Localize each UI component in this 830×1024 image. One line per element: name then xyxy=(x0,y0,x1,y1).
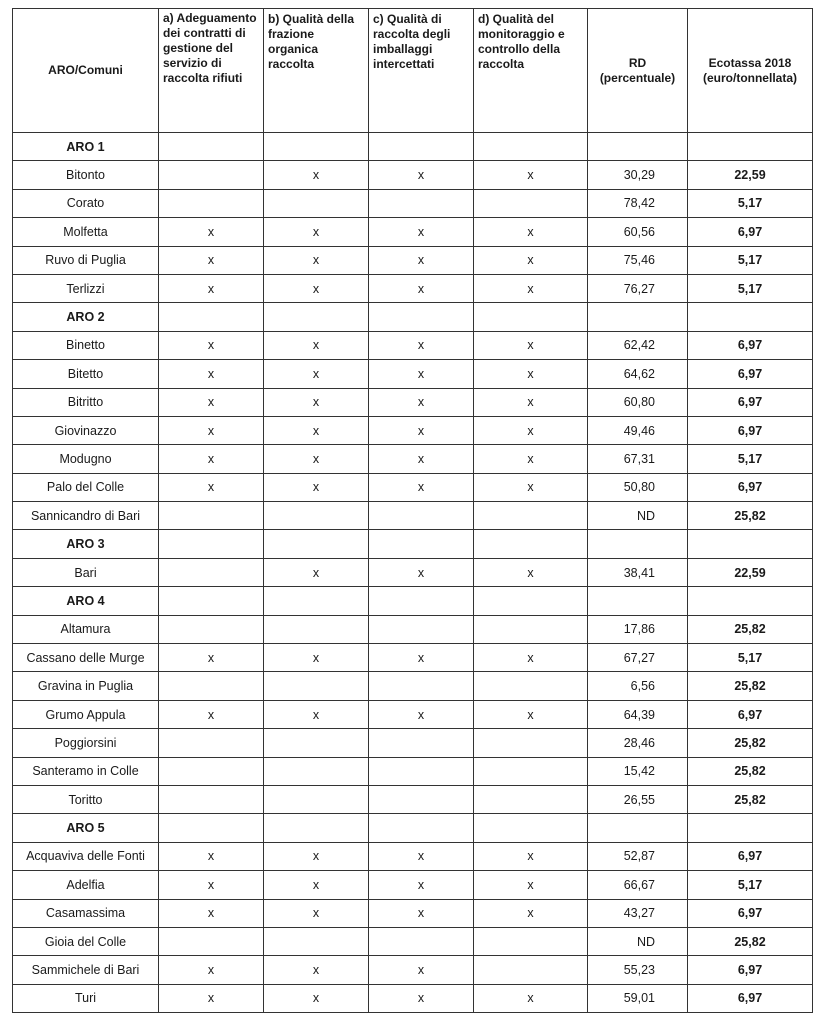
cell-contract-adjustment xyxy=(159,757,264,785)
cell-comune: Gioia del Colle xyxy=(13,927,159,955)
cell-rd-percent: 59,01 xyxy=(588,984,688,1012)
cell-ecotassa: 5,17 xyxy=(688,246,813,274)
cell-rd-percent: 60,56 xyxy=(588,218,688,246)
cell-ecotassa: 25,82 xyxy=(688,757,813,785)
cell-contract-adjustment xyxy=(159,814,264,842)
cell-organic-quality xyxy=(264,303,369,331)
header-row xyxy=(13,9,813,133)
cell-monitoring-quality: x xyxy=(474,416,588,444)
cell-rd-percent: 28,46 xyxy=(588,729,688,757)
cell-rd-percent: 64,62 xyxy=(588,360,688,388)
cell-organic-quality: x xyxy=(264,218,369,246)
cell-organic-quality xyxy=(264,133,369,161)
aro-group-row xyxy=(13,530,813,558)
cell-monitoring-quality xyxy=(474,672,588,700)
table-row xyxy=(13,473,813,501)
table-row xyxy=(13,956,813,984)
cell-packaging-quality: x xyxy=(369,218,474,246)
cell-contract-adjustment xyxy=(159,729,264,757)
cell-monitoring-quality xyxy=(474,189,588,217)
cell-packaging-quality: x xyxy=(369,473,474,501)
cell-comune: Acquaviva delle Fonti xyxy=(13,842,159,870)
table-row xyxy=(13,729,813,757)
cell-packaging-quality: x xyxy=(369,700,474,728)
cell-organic-quality xyxy=(264,672,369,700)
cell-ecotassa: 25,82 xyxy=(688,927,813,955)
cell-comune: Turi xyxy=(13,984,159,1012)
cell-contract-adjustment: x xyxy=(159,700,264,728)
header-organic-quality: b) Qualità della frazione organica raccolta xyxy=(264,9,369,133)
cell-packaging-quality xyxy=(369,785,474,813)
cell-packaging-quality: x xyxy=(369,246,474,274)
cell-packaging-quality: x xyxy=(369,558,474,586)
table-row xyxy=(13,388,813,416)
cell-rd-percent: 50,80 xyxy=(588,473,688,501)
cell-monitoring-quality xyxy=(474,814,588,842)
table-row xyxy=(13,331,813,359)
cell-organic-quality xyxy=(264,785,369,813)
header-rd-percent: RD (percentuale) xyxy=(588,9,688,133)
cell-comune: ARO 3 xyxy=(13,530,159,558)
table-row xyxy=(13,984,813,1012)
cell-rd-percent: 67,27 xyxy=(588,644,688,672)
cell-monitoring-quality: x xyxy=(474,360,588,388)
cell-rd-percent: 64,39 xyxy=(588,700,688,728)
cell-monitoring-quality xyxy=(474,530,588,558)
cell-ecotassa: 6,97 xyxy=(688,473,813,501)
table-row xyxy=(13,416,813,444)
cell-packaging-quality: x xyxy=(369,360,474,388)
cell-packaging-quality: x xyxy=(369,161,474,189)
cell-packaging-quality xyxy=(369,615,474,643)
cell-organic-quality xyxy=(264,729,369,757)
table-row xyxy=(13,558,813,586)
aro-group-row xyxy=(13,814,813,842)
cell-packaging-quality: x xyxy=(369,644,474,672)
cell-ecotassa: 25,82 xyxy=(688,672,813,700)
cell-organic-quality: x xyxy=(264,388,369,416)
cell-packaging-quality xyxy=(369,502,474,530)
ecotassa-table xyxy=(12,8,813,1013)
cell-contract-adjustment: x xyxy=(159,331,264,359)
cell-ecotassa: 22,59 xyxy=(688,161,813,189)
cell-ecotassa xyxy=(688,814,813,842)
cell-rd-percent: 30,29 xyxy=(588,161,688,189)
cell-rd-percent: 75,46 xyxy=(588,246,688,274)
cell-rd-percent xyxy=(588,303,688,331)
cell-monitoring-quality: x xyxy=(474,161,588,189)
table-row xyxy=(13,899,813,927)
cell-comune: ARO 4 xyxy=(13,587,159,615)
cell-organic-quality: x xyxy=(264,473,369,501)
cell-ecotassa: 25,82 xyxy=(688,615,813,643)
cell-contract-adjustment: x xyxy=(159,218,264,246)
cell-packaging-quality xyxy=(369,587,474,615)
cell-contract-adjustment xyxy=(159,587,264,615)
cell-monitoring-quality: x xyxy=(474,700,588,728)
table-row xyxy=(13,445,813,473)
table-row xyxy=(13,161,813,189)
cell-rd-percent: 52,87 xyxy=(588,842,688,870)
cell-organic-quality: x xyxy=(264,445,369,473)
cell-comune: Gravina in Puglia xyxy=(13,672,159,700)
cell-comune: Grumo Appula xyxy=(13,700,159,728)
table-row xyxy=(13,502,813,530)
cell-packaging-quality xyxy=(369,927,474,955)
cell-rd-percent xyxy=(588,530,688,558)
cell-monitoring-quality: x xyxy=(474,899,588,927)
cell-comune: ARO 1 xyxy=(13,133,159,161)
cell-comune: Bitonto xyxy=(13,161,159,189)
cell-comune: Binetto xyxy=(13,331,159,359)
cell-ecotassa: 5,17 xyxy=(688,644,813,672)
cell-comune: Bitritto xyxy=(13,388,159,416)
cell-ecotassa xyxy=(688,587,813,615)
table-row xyxy=(13,785,813,813)
cell-ecotassa: 5,17 xyxy=(688,274,813,302)
table-row xyxy=(13,189,813,217)
cell-packaging-quality xyxy=(369,189,474,217)
cell-contract-adjustment xyxy=(159,530,264,558)
cell-comune: Modugno xyxy=(13,445,159,473)
header-aro-comuni: ARO/Comuni xyxy=(13,9,159,133)
cell-ecotassa: 5,17 xyxy=(688,445,813,473)
cell-organic-quality xyxy=(264,502,369,530)
cell-organic-quality: x xyxy=(264,899,369,927)
aro-group-row xyxy=(13,133,813,161)
cell-organic-quality: x xyxy=(264,700,369,728)
cell-packaging-quality xyxy=(369,133,474,161)
cell-monitoring-quality xyxy=(474,757,588,785)
cell-rd-percent: 62,42 xyxy=(588,331,688,359)
cell-monitoring-quality: x xyxy=(474,644,588,672)
cell-monitoring-quality xyxy=(474,133,588,161)
cell-organic-quality: x xyxy=(264,416,369,444)
cell-contract-adjustment xyxy=(159,303,264,331)
cell-monitoring-quality: x xyxy=(474,558,588,586)
cell-packaging-quality xyxy=(369,303,474,331)
cell-packaging-quality: x xyxy=(369,842,474,870)
table-row xyxy=(13,757,813,785)
cell-monitoring-quality xyxy=(474,502,588,530)
cell-rd-percent: 66,67 xyxy=(588,871,688,899)
cell-organic-quality xyxy=(264,814,369,842)
cell-contract-adjustment: x xyxy=(159,956,264,984)
cell-packaging-quality: x xyxy=(369,331,474,359)
cell-monitoring-quality: x xyxy=(474,218,588,246)
cell-contract-adjustment: x xyxy=(159,416,264,444)
cell-rd-percent: 78,42 xyxy=(588,189,688,217)
cell-monitoring-quality xyxy=(474,927,588,955)
cell-comune: Terlizzi xyxy=(13,274,159,302)
cell-contract-adjustment: x xyxy=(159,473,264,501)
cell-packaging-quality: x xyxy=(369,416,474,444)
header-monitoring-quality: d) Qualità del monitoraggio e controllo della raccolta xyxy=(474,9,588,133)
cell-comune: Casamassima xyxy=(13,899,159,927)
cell-organic-quality: x xyxy=(264,871,369,899)
cell-rd-percent: ND xyxy=(588,927,688,955)
cell-monitoring-quality: x xyxy=(474,473,588,501)
cell-monitoring-quality xyxy=(474,956,588,984)
cell-contract-adjustment xyxy=(159,615,264,643)
cell-monitoring-quality: x xyxy=(474,274,588,302)
table-row xyxy=(13,672,813,700)
cell-organic-quality: x xyxy=(264,331,369,359)
cell-comune: Altamura xyxy=(13,615,159,643)
cell-organic-quality: x xyxy=(264,274,369,302)
cell-ecotassa: 6,97 xyxy=(688,416,813,444)
cell-ecotassa: 6,97 xyxy=(688,360,813,388)
cell-contract-adjustment xyxy=(159,161,264,189)
table-row xyxy=(13,615,813,643)
cell-monitoring-quality: x xyxy=(474,331,588,359)
cell-contract-adjustment xyxy=(159,558,264,586)
cell-comune: Palo del Colle xyxy=(13,473,159,501)
cell-rd-percent xyxy=(588,814,688,842)
cell-ecotassa: 6,97 xyxy=(688,984,813,1012)
cell-rd-percent xyxy=(588,587,688,615)
header-ecotassa: Ecotassa 2018 (euro/tonnellata) xyxy=(688,9,813,133)
cell-ecotassa: 6,97 xyxy=(688,956,813,984)
table-row xyxy=(13,871,813,899)
cell-comune: Cassano delle Murge xyxy=(13,644,159,672)
cell-ecotassa: 22,59 xyxy=(688,558,813,586)
cell-comune: Corato xyxy=(13,189,159,217)
cell-rd-percent: 6,56 xyxy=(588,672,688,700)
cell-ecotassa xyxy=(688,303,813,331)
cell-packaging-quality xyxy=(369,530,474,558)
cell-rd-percent: 15,42 xyxy=(588,757,688,785)
cell-monitoring-quality: x xyxy=(474,842,588,870)
cell-contract-adjustment xyxy=(159,785,264,813)
cell-contract-adjustment: x xyxy=(159,360,264,388)
cell-comune: Santeramo in Colle xyxy=(13,757,159,785)
cell-comune: Giovinazzo xyxy=(13,416,159,444)
cell-contract-adjustment: x xyxy=(159,388,264,416)
aro-group-row xyxy=(13,303,813,331)
cell-packaging-quality xyxy=(369,757,474,785)
cell-monitoring-quality: x xyxy=(474,246,588,274)
cell-contract-adjustment: x xyxy=(159,984,264,1012)
cell-monitoring-quality xyxy=(474,303,588,331)
cell-organic-quality xyxy=(264,757,369,785)
table-body xyxy=(13,133,813,1013)
cell-monitoring-quality: x xyxy=(474,388,588,416)
cell-organic-quality xyxy=(264,189,369,217)
cell-ecotassa: 5,17 xyxy=(688,189,813,217)
cell-comune: Bitetto xyxy=(13,360,159,388)
cell-ecotassa: 6,97 xyxy=(688,842,813,870)
cell-rd-percent: 76,27 xyxy=(588,274,688,302)
cell-organic-quality: x xyxy=(264,842,369,870)
cell-organic-quality: x xyxy=(264,956,369,984)
cell-comune: ARO 2 xyxy=(13,303,159,331)
cell-organic-quality: x xyxy=(264,246,369,274)
cell-ecotassa: 6,97 xyxy=(688,331,813,359)
cell-monitoring-quality: x xyxy=(474,445,588,473)
cell-organic-quality xyxy=(264,927,369,955)
table-row xyxy=(13,842,813,870)
cell-rd-percent: 38,41 xyxy=(588,558,688,586)
table-header xyxy=(13,9,813,133)
cell-organic-quality xyxy=(264,530,369,558)
cell-organic-quality: x xyxy=(264,360,369,388)
cell-ecotassa: 25,82 xyxy=(688,785,813,813)
cell-contract-adjustment: x xyxy=(159,899,264,927)
cell-ecotassa: 6,97 xyxy=(688,388,813,416)
aro-group-row xyxy=(13,587,813,615)
cell-comune: Ruvo di Puglia xyxy=(13,246,159,274)
cell-packaging-quality: x xyxy=(369,984,474,1012)
table-row xyxy=(13,274,813,302)
cell-ecotassa: 25,82 xyxy=(688,502,813,530)
cell-rd-percent: 55,23 xyxy=(588,956,688,984)
table-row xyxy=(13,700,813,728)
cell-monitoring-quality xyxy=(474,729,588,757)
cell-monitoring-quality: x xyxy=(474,871,588,899)
cell-rd-percent: 43,27 xyxy=(588,899,688,927)
header-packaging-quality: c) Qualità di raccolta degli imballaggi intercettati xyxy=(369,9,474,133)
cell-comune: Adelfia xyxy=(13,871,159,899)
cell-monitoring-quality: x xyxy=(474,984,588,1012)
cell-ecotassa: 6,97 xyxy=(688,700,813,728)
cell-contract-adjustment: x xyxy=(159,871,264,899)
cell-ecotassa xyxy=(688,530,813,558)
cell-packaging-quality xyxy=(369,814,474,842)
table-row xyxy=(13,927,813,955)
cell-contract-adjustment: x xyxy=(159,842,264,870)
cell-rd-percent: 17,86 xyxy=(588,615,688,643)
cell-contract-adjustment xyxy=(159,927,264,955)
cell-packaging-quality: x xyxy=(369,871,474,899)
cell-rd-percent: 26,55 xyxy=(588,785,688,813)
cell-comune: Sammichele di Bari xyxy=(13,956,159,984)
header-contract-adjustment: a) Adeguamento dei contratti di gestione del servizio di raccolta rifiuti xyxy=(159,9,264,133)
cell-packaging-quality xyxy=(369,672,474,700)
cell-monitoring-quality xyxy=(474,587,588,615)
cell-organic-quality: x xyxy=(264,161,369,189)
cell-contract-adjustment xyxy=(159,133,264,161)
cell-ecotassa: 25,82 xyxy=(688,729,813,757)
cell-contract-adjustment: x xyxy=(159,274,264,302)
cell-organic-quality: x xyxy=(264,644,369,672)
cell-comune: ARO 5 xyxy=(13,814,159,842)
cell-rd-percent: 49,46 xyxy=(588,416,688,444)
cell-rd-percent: 60,80 xyxy=(588,388,688,416)
cell-comune: Poggiorsini xyxy=(13,729,159,757)
table-row xyxy=(13,360,813,388)
cell-rd-percent: 67,31 xyxy=(588,445,688,473)
cell-comune: Toritto xyxy=(13,785,159,813)
cell-contract-adjustment: x xyxy=(159,246,264,274)
cell-contract-adjustment: x xyxy=(159,644,264,672)
cell-organic-quality: x xyxy=(264,558,369,586)
cell-packaging-quality: x xyxy=(369,899,474,927)
table-row xyxy=(13,218,813,246)
cell-monitoring-quality xyxy=(474,785,588,813)
cell-rd-percent: ND xyxy=(588,502,688,530)
table-row xyxy=(13,644,813,672)
cell-ecotassa: 6,97 xyxy=(688,218,813,246)
cell-contract-adjustment xyxy=(159,502,264,530)
cell-ecotassa xyxy=(688,133,813,161)
cell-contract-adjustment xyxy=(159,189,264,217)
cell-rd-percent xyxy=(588,133,688,161)
cell-packaging-quality: x xyxy=(369,388,474,416)
cell-packaging-quality xyxy=(369,729,474,757)
cell-comune: Sannicandro di Bari xyxy=(13,502,159,530)
cell-contract-adjustment: x xyxy=(159,445,264,473)
cell-comune: Bari xyxy=(13,558,159,586)
cell-contract-adjustment xyxy=(159,672,264,700)
cell-packaging-quality: x xyxy=(369,956,474,984)
cell-comune: Molfetta xyxy=(13,218,159,246)
cell-organic-quality xyxy=(264,587,369,615)
cell-packaging-quality: x xyxy=(369,445,474,473)
cell-monitoring-quality xyxy=(474,615,588,643)
cell-organic-quality xyxy=(264,615,369,643)
cell-ecotassa: 5,17 xyxy=(688,871,813,899)
table-row xyxy=(13,246,813,274)
cell-packaging-quality: x xyxy=(369,274,474,302)
cell-ecotassa: 6,97 xyxy=(688,899,813,927)
cell-organic-quality: x xyxy=(264,984,369,1012)
